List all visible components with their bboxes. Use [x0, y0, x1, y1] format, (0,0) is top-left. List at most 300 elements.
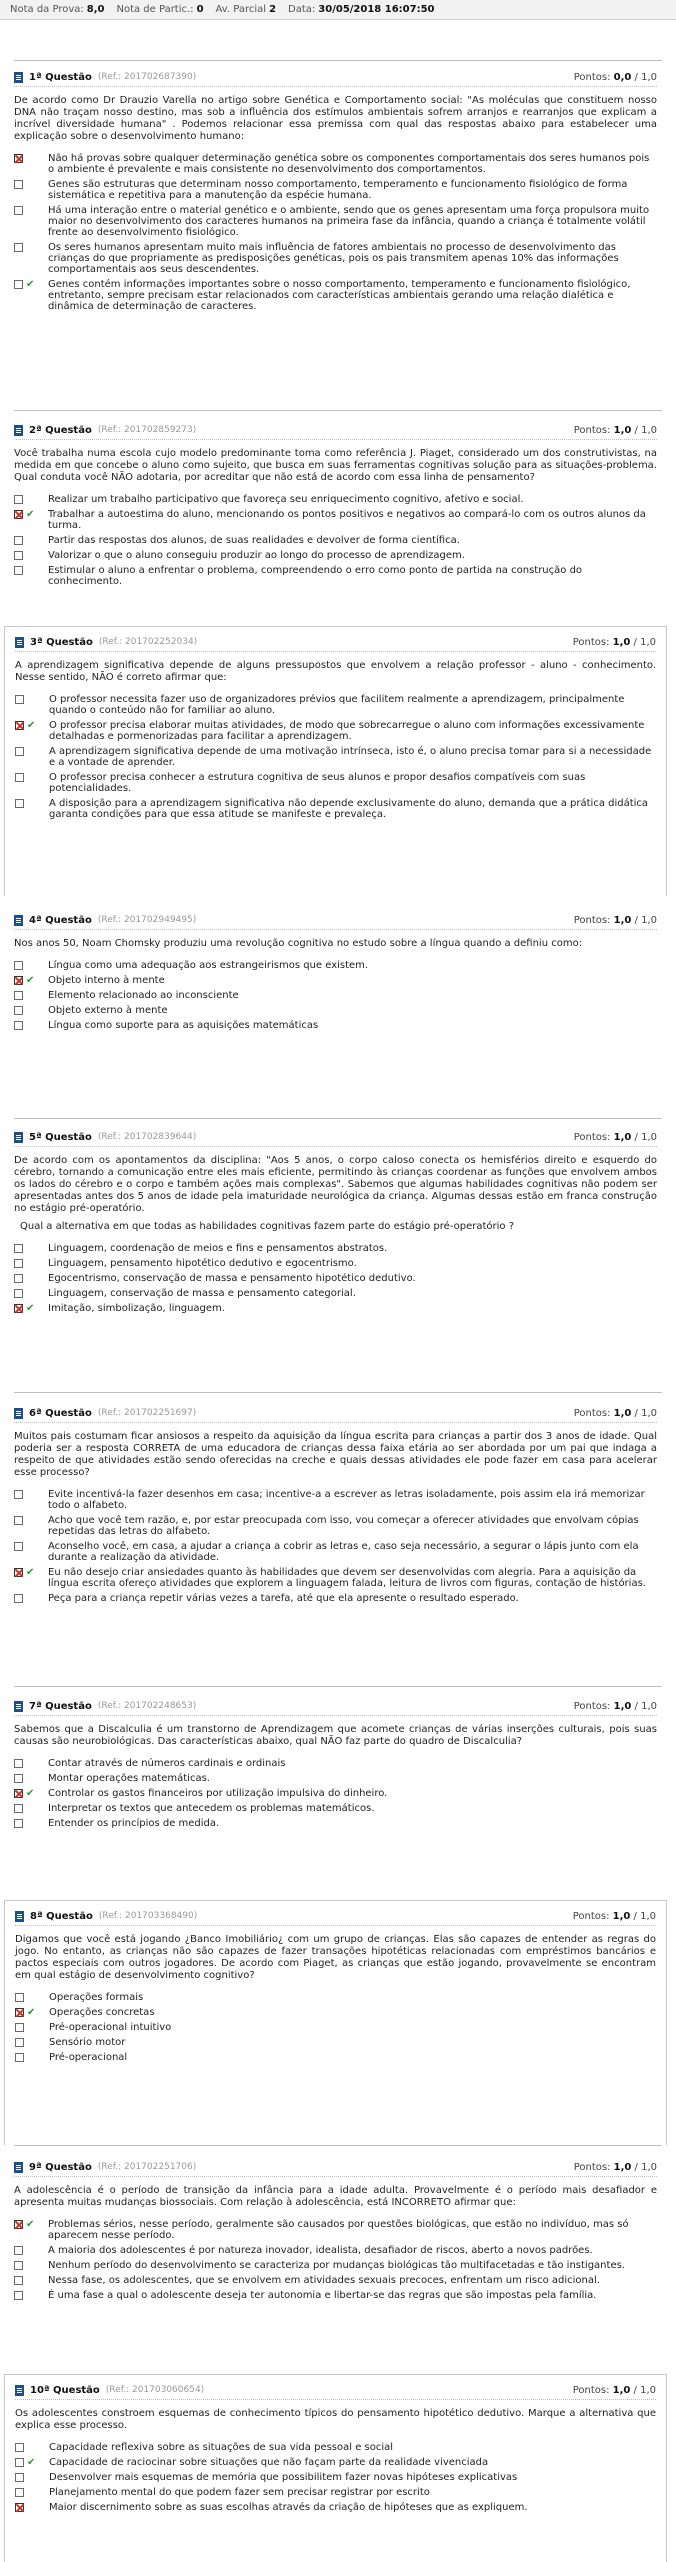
question-statement: Os adolescentes constroem esquemas de conhecimento típicos do pensamento hipotético dedutivo. Marque a alternativa que explica esse processo. — [15, 2408, 656, 2431]
option-marker — [15, 798, 49, 808]
question-points — [574, 915, 657, 926]
checkbox-icon[interactable] — [15, 2053, 24, 2062]
option-text: A disposição para a aprendizagem significativa não depende exclusivamente do aluno, demanda que a prática didática garanta condições para que essa atitude se manifeste e prevaleça. — [49, 798, 649, 820]
question-block — [4, 62, 667, 402]
answer-option[interactable] — [14, 1773, 657, 1784]
question-block — [4, 1900, 667, 2145]
answer-option[interactable] — [14, 565, 657, 587]
answer-option[interactable] — [14, 1515, 657, 1537]
option-marker — [14, 2275, 48, 2285]
question-points — [573, 1911, 656, 1922]
checkbox-icon[interactable] — [15, 2488, 24, 2497]
question-header — [15, 633, 656, 652]
checkbox-icon[interactable] — [14, 1274, 23, 1283]
question-divider — [14, 60, 662, 61]
checkbox-icon[interactable] — [15, 695, 24, 704]
correct-check-icon: ✔ — [26, 1567, 35, 1578]
option-marker — [14, 1005, 48, 1015]
question-block — [4, 905, 667, 1115]
option-marker — [14, 1773, 48, 1783]
exam-summary-bar — [0, 0, 676, 20]
points-total: / 1,0 — [634, 1131, 657, 1143]
question-ref: (Ref.: 201702252034) — [98, 637, 198, 647]
answer-option[interactable] — [14, 1020, 657, 1031]
option-marker — [14, 1803, 48, 1813]
av-label: Av. Parcial — [215, 4, 267, 15]
document-icon — [14, 1132, 23, 1143]
nota-prova-label: Nota da Prova: — [10, 4, 84, 15]
option-text: Língua como uma adequação aos estrangeirismos que existem. — [48, 960, 369, 971]
option-marker — [14, 550, 48, 560]
checkbox-icon[interactable] — [15, 2023, 24, 2032]
checked-box-icon[interactable] — [14, 1568, 23, 1577]
option-text: Partir das respostas dos alunos, de suas realidades e devolver de forma científica. — [48, 535, 460, 546]
question-block — [4, 1122, 667, 1392]
nota-partic-label: Nota de Partic.: — [116, 4, 194, 15]
checkbox-icon[interactable] — [14, 1759, 23, 1768]
correct-check-icon: ✔ — [26, 1788, 35, 1799]
points-label: Pontos: — [573, 424, 611, 436]
question-block — [4, 1691, 667, 1896]
answer-option[interactable] — [14, 2245, 657, 2256]
question-ref: (Ref.: 201702839644) — [97, 1132, 197, 1142]
points-value: 1,0 — [612, 2384, 631, 2396]
question-number: 5ª Questão — [29, 1131, 92, 1143]
option-marker — [15, 2022, 49, 2032]
answer-option[interactable] — [14, 1273, 657, 1284]
checkbox-icon[interactable] — [14, 1819, 23, 1828]
option-marker — [14, 205, 48, 215]
option-text: Interpretar os textos que antecedem os problemas matemáticos. — [48, 1803, 375, 1814]
question-header — [15, 1907, 656, 1926]
checked-box-icon[interactable] — [14, 1304, 23, 1313]
option-marker — [14, 2260, 48, 2270]
option-text: Pré-operacional intuitivo — [49, 2022, 172, 2033]
points-label: Pontos: — [572, 636, 610, 648]
document-icon — [14, 1408, 23, 1419]
checkbox-icon[interactable] — [14, 1804, 23, 1813]
question-header — [14, 2158, 657, 2177]
checked-box-icon[interactable] — [15, 2008, 24, 2017]
question-block — [4, 415, 667, 620]
question-statement: Você trabalha numa escola cujo modelo predominante toma como referência J. Piaget, considerado um dos construtivistas, na medida em que concebe o aluno como sujeito, que busca em suas ferramentas cognitivas solução para as situações-problema. Qual conduta você NÃO adotaria, por acreditar que não está de acordo com essa linha de pensamento? — [14, 448, 657, 483]
answer-option[interactable] — [14, 1803, 657, 1814]
option-text: Linguagem, pensamento hipotético dedutivo e egocentrismo. — [48, 1258, 357, 1269]
option-text: O professor necessita fazer uso de organizadores prévios que facilitem realmente a aprendizagem, principalmente quando o conteúdo não for familiar ao aluno. — [49, 694, 625, 716]
answer-option[interactable] — [14, 1758, 657, 1769]
option-text: Contar através de números cardinais e ordinais — [48, 1758, 286, 1769]
checkbox-icon[interactable] — [14, 180, 23, 189]
option-text: A aprendizagem significativa depende de uma motivação intrínseca, isto é, o aluno precisa tomar para si a necessidade e a vontade de aprender. — [49, 746, 652, 768]
option-marker — [14, 960, 48, 970]
checkbox-icon[interactable] — [15, 1993, 24, 2002]
checked-box-icon[interactable] — [15, 721, 24, 730]
option-text: Genes são estruturas que determinam nosso comportamento, temperamento e funcionamento fisiológico de forma sistemática e repetitiva para a manutenção da espécie humana. — [48, 179, 628, 201]
answer-option[interactable] — [14, 1258, 657, 1269]
option-text: A maioria dos adolescentes é por natureza inovador, idealista, desafiador de riscos, aberto a novos padrões. — [48, 2245, 593, 2256]
option-text: Maior discernimento sobre as suas escolhas através da criação de hipóteses que as expliquem. — [49, 2502, 528, 2513]
option-marker — [14, 2245, 48, 2255]
question-block — [4, 1398, 667, 1683]
option-marker — [14, 1758, 48, 1768]
option-marker — [14, 1788, 48, 1799]
checkbox-icon[interactable] — [14, 991, 23, 1000]
answer-option[interactable] — [14, 2219, 657, 2241]
option-text: O professor precisa elaborar muitas atividades, de modo que sobrecarregue o aluno com informações excessivamente detalhadas e pormenorizadas para facilitar a aprendizagem. — [49, 720, 645, 742]
points-value: 1,0 — [613, 1131, 632, 1143]
points-label: Pontos: — [573, 914, 611, 926]
answer-options — [14, 494, 657, 587]
checkbox-icon[interactable] — [14, 551, 23, 560]
nota-partic-value: 0 — [196, 4, 204, 15]
question-divider — [14, 410, 662, 411]
checkbox-icon[interactable] — [14, 536, 23, 545]
question-number: 9ª Questão — [29, 2161, 92, 2173]
option-marker — [14, 1567, 48, 1578]
answer-option[interactable] — [14, 1288, 657, 1299]
points-total: / 1,0 — [633, 2384, 656, 2396]
option-text: Os seres humanos apresentam muito mais influência de fatores ambientais no processo de desenvolvimento das crianças do que propriamente as predisposições genéticas, pois os pais transmitem apenas 10% das informações comportamentais aos seus descendentes. — [48, 242, 619, 275]
answer-options — [14, 2219, 657, 2301]
option-text: Objeto externo à mente — [48, 1005, 168, 1016]
option-marker — [14, 1288, 48, 1298]
data-value: 30/05/2018 16:07:50 — [318, 4, 435, 15]
option-text: Egocentrismo, conservação de massa e pensamento hipotético dedutivo. — [48, 1273, 416, 1284]
option-text: Genes contém informações importantes sobre o nosso comportamento, temperamento e funcionamento fisiológico, entretanto, sempre precisam estar relacionados com características ambientais gerando uma relação dialética e dinâmica de determinação de caracteres. — [48, 279, 631, 312]
option-marker — [14, 2219, 48, 2230]
answer-option[interactable] — [15, 798, 656, 820]
points-total: / 1,0 — [634, 71, 657, 83]
checkbox-icon[interactable] — [15, 2038, 24, 2047]
question-number: 2ª Questão — [29, 424, 92, 436]
option-marker — [15, 2502, 49, 2512]
checkbox-icon[interactable] — [15, 2473, 24, 2482]
answer-option[interactable] — [14, 2275, 657, 2286]
points-label: Pontos: — [573, 1131, 611, 1143]
answer-option[interactable] — [14, 2260, 657, 2271]
option-text: É uma fase a qual o adolescente deseja ter autonomia e libertar-se das regras que são impostas pela família. — [48, 2290, 597, 2301]
option-marker — [14, 1489, 48, 1499]
checkbox-icon[interactable] — [14, 1490, 23, 1499]
question-header — [14, 911, 657, 930]
option-marker — [14, 279, 48, 290]
question-block — [4, 626, 667, 896]
correct-check-icon: ✔ — [27, 720, 36, 731]
answer-option[interactable] — [15, 720, 656, 742]
checkbox-icon[interactable] — [14, 1516, 23, 1525]
points-label: Pontos: — [573, 2161, 611, 2173]
option-text: Capacidade reflexiva sobre as situações de sua vida pessoal e social — [49, 2442, 394, 2453]
points-label: Pontos: — [572, 1910, 610, 1922]
answer-option[interactable] — [14, 179, 657, 201]
option-marker — [14, 1243, 48, 1253]
question-number: 8ª Questão — [30, 1910, 93, 1922]
option-marker — [15, 1992, 49, 2002]
option-text: O professor precisa conhecer a estrutura cognitiva de seus alunos e propor desafios compatíveis com suas potencialidades. — [49, 772, 586, 794]
option-marker — [15, 2442, 49, 2452]
option-marker — [14, 1258, 48, 1268]
answer-option[interactable] — [14, 242, 657, 275]
option-text: Desenvolver mais esquemas de memória que possibilitem fazer novas hipóteses explicativas — [49, 2472, 518, 2483]
option-text: Entender os princípios de medida. — [48, 1818, 220, 1829]
question-ref: (Ref.: 201702251706) — [97, 2162, 197, 2172]
answer-option[interactable] — [14, 509, 657, 531]
checkbox-icon[interactable] — [14, 206, 23, 215]
points-value: 1,0 — [613, 914, 632, 926]
document-icon — [15, 637, 24, 648]
answer-option[interactable] — [15, 2007, 656, 2018]
checkbox-icon[interactable] — [14, 1259, 23, 1268]
option-marker — [15, 720, 49, 731]
option-marker — [14, 535, 48, 545]
answer-options — [14, 153, 657, 312]
checked-box-icon[interactable] — [14, 2220, 23, 2229]
checkbox-icon[interactable] — [15, 799, 24, 808]
checkbox-icon[interactable] — [15, 747, 24, 756]
question-block — [4, 2374, 667, 2562]
option-marker — [14, 565, 48, 575]
option-text: Aconselho você, em casa, a ajudar a criança a cobrir as letras e, caso seja necessário, a segurar o lápis junto com ela durante a realização da atividade. — [48, 1541, 639, 1563]
answer-option[interactable] — [15, 2472, 656, 2483]
option-marker — [14, 990, 48, 1000]
option-marker — [14, 975, 48, 986]
option-text: Problemas sérios, nesse período, geralmente são causados por questões biológicas, que estão no indivíduo, mas só aparecem nesse período. — [48, 2219, 629, 2241]
checkbox-icon[interactable] — [15, 2443, 24, 2452]
option-text: Capacidade de raciocinar sobre situações que não façam parte da realidade vivenciada — [49, 2457, 489, 2468]
points-total: / 1,0 — [634, 1407, 657, 1419]
option-text: Imitação, simbolização, linguagem. — [48, 1303, 225, 1314]
answer-option[interactable] — [14, 1788, 657, 1799]
checkbox-icon[interactable] — [14, 2276, 23, 2285]
question-number: 3ª Questão — [30, 636, 93, 648]
question-points — [574, 425, 657, 436]
option-text: Operações concretas — [49, 2007, 155, 2018]
option-text: Evite incentivá-la fazer desenhos em casa; incentive-a a escrever as letras isoladamente, pois assim ela irá memorizar todo o alfabeto. — [48, 1489, 645, 1511]
option-marker — [14, 494, 48, 504]
answer-options — [15, 2442, 656, 2513]
answer-option[interactable] — [14, 975, 657, 986]
answer-option[interactable] — [15, 2487, 656, 2498]
option-text: Nessa fase, os adolescentes, que se envolvem em atividades sexuais precoces, enfrentam um risco adicional. — [48, 2275, 600, 2286]
answer-options — [14, 960, 657, 1031]
option-marker — [14, 2290, 48, 2300]
answer-option[interactable] — [14, 1818, 657, 1829]
points-total: / 1,0 — [634, 2161, 657, 2173]
question-prompt: Qual a alternativa em que todas as habilidades cognitivas fazem parte do estágio pré-operatório ? — [20, 1221, 515, 1232]
document-icon — [14, 2162, 23, 2173]
question-header — [14, 421, 657, 440]
option-text: Operações formais — [49, 1992, 144, 2003]
question-number: 4ª Questão — [29, 914, 92, 926]
answer-option[interactable] — [15, 2457, 656, 2468]
checkbox-icon[interactable] — [14, 961, 23, 970]
answer-option[interactable] — [14, 153, 657, 175]
question-block — [4, 2152, 667, 2367]
answer-option[interactable] — [14, 1243, 657, 1254]
answer-option[interactable] — [14, 550, 657, 561]
checkbox-icon[interactable] — [15, 773, 24, 782]
answer-options — [14, 1758, 657, 1829]
checkbox-icon[interactable] — [14, 2261, 23, 2270]
answer-option[interactable] — [15, 2442, 656, 2453]
option-text: Acho que você tem razão, e, por estar preocupada com isso, vou começar a oferecer atividades que envolvam cópias repetidas das letras do alfabeto. — [48, 1515, 639, 1537]
option-marker — [14, 1541, 48, 1551]
data-label: Data: — [288, 4, 316, 15]
answer-option[interactable] — [15, 746, 656, 768]
correct-check-icon: ✔ — [26, 279, 35, 290]
option-marker — [15, 2007, 49, 2018]
points-total: / 1,0 — [633, 636, 656, 648]
checkbox-icon[interactable] — [14, 1006, 23, 1015]
points-value: 1,0 — [612, 1910, 631, 1922]
answer-option[interactable] — [15, 772, 656, 794]
question-statement: Nos anos 50, Noam Chomsky produziu uma revolução cognitiva no estudo sobre a língua quando a definiu como: — [14, 938, 583, 949]
answer-option[interactable] — [14, 2290, 657, 2301]
question-header — [15, 2381, 656, 2400]
option-text: Controlar os gastos financeiros por utilização impulsiva do dinheiro. — [48, 1788, 388, 1799]
checkbox-icon[interactable] — [14, 1774, 23, 1783]
option-marker — [15, 2472, 49, 2482]
option-text: Objeto interno à mente — [48, 975, 165, 986]
checkbox-icon[interactable] — [14, 1289, 23, 1298]
answer-option[interactable] — [14, 1489, 657, 1511]
question-header — [14, 1128, 657, 1147]
question-divider — [14, 1392, 662, 1393]
checkbox-icon[interactable] — [14, 280, 23, 289]
question-statement: A aprendizagem significativa depende de alguns pressupostos que envolvem a relação professor - aluno - conhecimento. Nesse sentido, NÃO é correto afirmar que: — [15, 660, 656, 683]
option-marker — [15, 2457, 49, 2468]
answer-options — [15, 1992, 656, 2063]
document-icon — [14, 1701, 23, 1712]
answer-option[interactable] — [15, 2037, 656, 2048]
question-points — [574, 1408, 657, 1419]
checkbox-icon[interactable] — [14, 495, 23, 504]
question-header — [14, 1404, 657, 1423]
question-statement: De acordo como Dr Drauzio Varella no artigo sobre Genética e Comportamento social: "As moléculas que constituem nosso DNA não traçam nosso destino, mas sob a influência dos estímulos ambientais sofrem arranjos e rearranjos que explicam a incrível diversidade humana" . Podemos relacionar essa premissa com qual das respostas abaixo para estabelecer uma explicação sobre o desenvolvimento humano: — [14, 95, 657, 142]
question-ref: (Ref.: 201703060654) — [105, 2385, 205, 2395]
option-marker — [15, 746, 49, 756]
checked-box-icon[interactable] — [14, 154, 23, 163]
points-value: 1,0 — [613, 424, 632, 436]
answer-option[interactable] — [14, 1593, 657, 1604]
option-text: Planejamento mental do que podem fazer sem precisar registrar por escrito — [49, 2487, 430, 2498]
question-statement: De acordo com os apontamentos da disciplina: "Aos 5 anos, o corpo caloso conecta os hemisférios direito e esquerdo do cérebro, tornando a comunicação entre eles mais eficiente, permitindo às crianças coordenar as funções que envolvem ambos os lados do cérebro e o corpo e também ações mais complexas". Sabemos que algumas habilidades cognitivas não podem ser apresentadas antes dos 5 anos de idade pela imaturidade neurológica da criança. Algumas dessas estão em franca construção no estágio pré-operatório. — [14, 1155, 657, 1214]
question-points — [574, 1132, 657, 1143]
checkbox-icon[interactable] — [14, 243, 23, 252]
question-number: 1ª Questão — [29, 71, 92, 83]
question-points — [574, 72, 657, 83]
answer-options — [14, 1243, 657, 1314]
answer-option[interactable] — [15, 2022, 656, 2033]
points-value: 1,0 — [613, 1700, 632, 1712]
option-marker — [14, 179, 48, 189]
option-marker — [15, 2037, 49, 2047]
checkbox-icon[interactable] — [14, 1244, 23, 1253]
points-value: 1,0 — [613, 1407, 632, 1419]
question-points — [574, 2162, 657, 2173]
question-divider — [14, 1118, 662, 1119]
correct-check-icon: ✔ — [27, 2007, 36, 2018]
answer-option[interactable] — [15, 2502, 656, 2513]
checked-box-icon[interactable] — [14, 1789, 23, 1798]
option-marker — [14, 1818, 48, 1828]
question-statement: Sabemos que a Discalculia é um transtorno de Aprendizagem que acomete crianças de várias inserções culturais, pois suas causas são neurobiológicas. Das características abaixo, qual NÃO faz parte do quadro de Discalculia? — [14, 1724, 657, 1747]
answer-option[interactable] — [14, 990, 657, 1001]
option-text: Valorizar o que o aluno conseguiu produzir ao longo do processo de aprendizagem. — [48, 550, 465, 561]
av-value: 2 — [269, 4, 277, 15]
points-label: Pontos: — [573, 1700, 611, 1712]
option-text: Elemento relacionado ao inconsciente — [48, 990, 239, 1001]
question-number: 6ª Questão — [29, 1407, 92, 1419]
answer-option[interactable] — [14, 1303, 657, 1314]
option-text: Linguagem, coordenação de meios e fins e pensamentos abstratos. — [48, 1243, 388, 1254]
question-ref: (Ref.: 201702687390) — [97, 72, 197, 82]
answer-option[interactable] — [14, 279, 657, 312]
question-statement: Muitos pais costumam ficar ansiosos a respeito da aquisição da língua escrita para crianças a partir dos 3 anos de idade. Qual poderia ser a resposta CORRETA de uma educadora de crianças dessa faixa etária ao ser abordada por um pai que indaga a respeito de que atividades estão sendo oferecidas na creche e quais dessas atividades ele pode fazer em casa para acelerar esse processo? — [14, 1431, 657, 1478]
option-text: Eu não desejo criar ansiedades quanto às habilidades que devem ser desenvolvidas com alegria. Para a aquisição da língua escrita ofereço atividades que explorem a linguagem falada, leitura de livros com figuras, contação de histórias. — [48, 1567, 646, 1589]
correct-check-icon: ✔ — [26, 509, 35, 520]
question-points — [573, 2385, 656, 2396]
correct-check-icon: ✔ — [27, 2457, 36, 2468]
option-marker — [14, 1593, 48, 1603]
answer-option[interactable] — [15, 694, 656, 716]
option-text: Trabalhar a autoestima do aluno, mencionando os pontos positivos e negativos ao compará-lo com os outros alunos da turma. — [48, 509, 646, 531]
answer-option[interactable] — [15, 1992, 656, 2003]
checkbox-icon[interactable] — [14, 2246, 23, 2255]
answer-option[interactable] — [14, 535, 657, 546]
question-number: 10ª Questão — [30, 2384, 100, 2396]
question-divider — [14, 2145, 662, 2146]
checked-box-icon[interactable] — [14, 976, 23, 985]
correct-check-icon: ✔ — [26, 975, 35, 986]
question-ref: (Ref.: 201702859273) — [97, 425, 197, 435]
answer-option[interactable] — [14, 1541, 657, 1563]
question-ref: (Ref.: 201702949495) — [97, 915, 197, 925]
checked-box-icon[interactable] — [14, 510, 23, 519]
answer-option[interactable] — [14, 960, 657, 971]
document-icon — [15, 2385, 24, 2396]
checkbox-icon[interactable] — [14, 1021, 23, 1030]
answer-option[interactable] — [14, 494, 657, 505]
option-marker — [14, 242, 48, 252]
checkbox-icon[interactable] — [14, 1542, 23, 1551]
question-header — [14, 1697, 657, 1716]
option-marker — [14, 1273, 48, 1283]
points-value: 1,0 — [613, 2161, 632, 2173]
question-ref: (Ref.: 201702251697) — [97, 1408, 197, 1418]
option-text: Nenhum período do desenvolvimento se caracteriza por mudanças biológicas tão multifacetadas e tão instigantes. — [48, 2260, 625, 2271]
points-label: Pontos: — [573, 1407, 611, 1419]
option-marker — [15, 2052, 49, 2062]
option-text: Sensório motor — [49, 2037, 126, 2048]
answer-option[interactable] — [14, 1567, 657, 1589]
option-marker — [14, 1515, 48, 1525]
option-marker — [15, 772, 49, 782]
checkbox-icon[interactable] — [15, 2458, 24, 2467]
answer-options — [15, 694, 656, 820]
answer-option[interactable] — [14, 1005, 657, 1016]
points-total: / 1,0 — [634, 1700, 657, 1712]
checked-box-icon[interactable] — [15, 2503, 24, 2512]
checkbox-icon[interactable] — [14, 566, 23, 575]
question-statement: A adolescência é o período de transição da infância para a idade adulta. Provavelmente é o período mais desafiador e apresenta muitas mudanças biossociais. Com relação à adolescência, está INCORRETO afirmar que: — [14, 2185, 657, 2208]
answer-option[interactable] — [15, 2052, 656, 2063]
checkbox-icon[interactable] — [14, 1594, 23, 1603]
answer-options — [14, 1489, 657, 1604]
answer-option[interactable] — [14, 205, 657, 238]
question-header — [14, 68, 657, 87]
checkbox-icon[interactable] — [14, 2291, 23, 2300]
